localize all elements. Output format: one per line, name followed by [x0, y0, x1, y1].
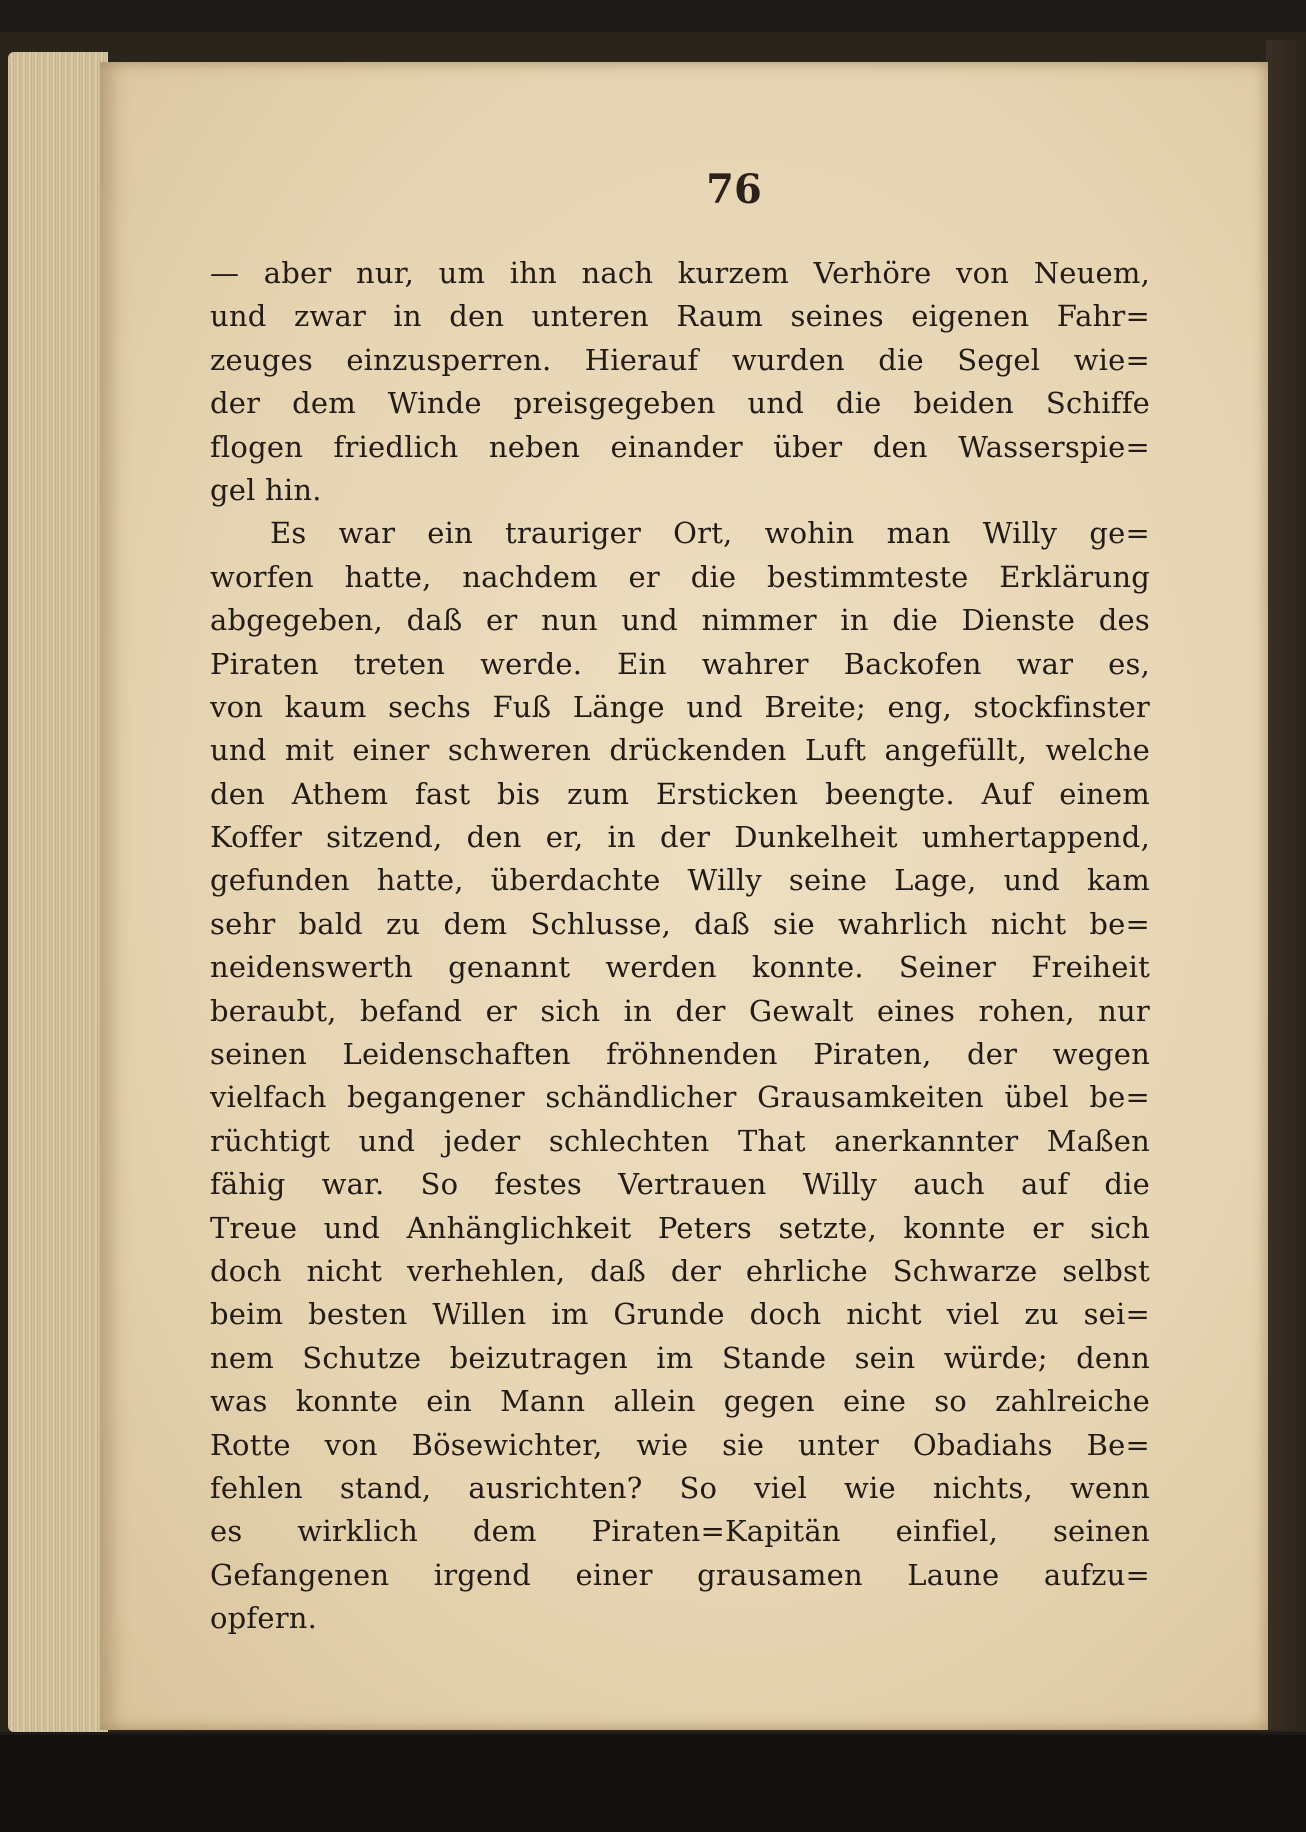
text-line: und mit einer schweren drückenden Luft angefüllt, welche [210, 733, 1150, 768]
text-line: beraubt, befand er sich in der Gewalt eines rohen, nur [210, 993, 1150, 1028]
book-page [100, 62, 1268, 1730]
text-line: was konnte ein Mann allein gegen eine so zahlreiche [210, 1384, 1150, 1419]
text-line: der dem Winde preisgegeben und die beiden Schiffe [210, 386, 1150, 421]
text-line: flogen friedlich neben einander über den Wasserspie= [210, 429, 1150, 464]
text-line: — aber nur, um ihn nach kurzem Verhöre von Neuem, [210, 256, 1150, 290]
background-bottom [0, 1735, 1306, 1832]
text-line: Treue und Anhänglichkeit Peters setzte, konnte er sich [210, 1210, 1150, 1245]
text-line: den Athem fast bis zum Ersticken beengte. Auf einem [210, 776, 1150, 811]
text-line: nem Schutze beizutragen im Stande sein würde; denn [210, 1340, 1150, 1375]
text-line: es wirklich dem Piraten=Kapitän einfiel, seinen [210, 1514, 1150, 1549]
text-line: fähig war. So festes Vertrauen Willy auch auf die [210, 1167, 1150, 1202]
body-text [210, 252, 1150, 1641]
page-stack-edge [8, 52, 108, 1732]
text-line: seinen Leidenschaften fröhnenden Piraten, der wegen [210, 1037, 1150, 1072]
text-line: gel hin. [210, 472, 322, 507]
text-line: abgegeben, daß er nun und nimmer in die Dienste des [210, 603, 1150, 638]
text-line: Es war ein trauriger Ort, wohin man Willy ge= [270, 516, 1150, 551]
text-line: doch nicht verhehlen, daß der ehrliche Schwarze selbst [210, 1253, 1150, 1288]
text-line: rüchtigt und jeder schlechten That anerkannter Maßen [210, 1123, 1150, 1158]
text-line: beim besten Willen im Grunde doch nicht viel zu sei= [210, 1297, 1150, 1332]
text-line: und zwar in den unteren Raum seines eigenen Fahr= [210, 299, 1150, 334]
text-line: Rotte von Bösewichter, wie sie unter Obadiahs Be= [210, 1427, 1150, 1462]
text-line: Gefangenen irgend einer grausamen Laune aufzu= [210, 1557, 1150, 1592]
text-line: vielfach begangener schändlicher Grausamkeiten übel be= [210, 1080, 1150, 1115]
text-line: von kaum sechs Fuß Länge und Breite; eng, stockfinster [210, 689, 1150, 724]
text-line: worfen hatte, nachdem er die bestimmteste Erklärung [210, 559, 1150, 594]
cover-edge [1266, 40, 1306, 1730]
text-line: Koffer sitzend, den er, in der Dunkelheit umhertappend, [210, 820, 1150, 855]
text-line: fehlen stand, ausrichten? So viel wie nichts, wenn [210, 1470, 1150, 1505]
text-line: Piraten treten werde. Ein wahrer Backofen war es, [210, 646, 1150, 681]
text-line: neidenswerth genannt werden konnte. Seiner Freiheit [210, 950, 1150, 985]
text-line: zeuges einzusperren. Hierauf wurden die Segel wie= [210, 342, 1150, 377]
text-line: sehr bald zu dem Schlusse, daß sie wahrlich nicht be= [210, 906, 1150, 941]
page-number: 76 [706, 166, 762, 213]
text-line: gefunden hatte, überdachte Willy seine Lage, und kam [210, 863, 1150, 898]
text-line: opfern. [210, 1601, 318, 1636]
